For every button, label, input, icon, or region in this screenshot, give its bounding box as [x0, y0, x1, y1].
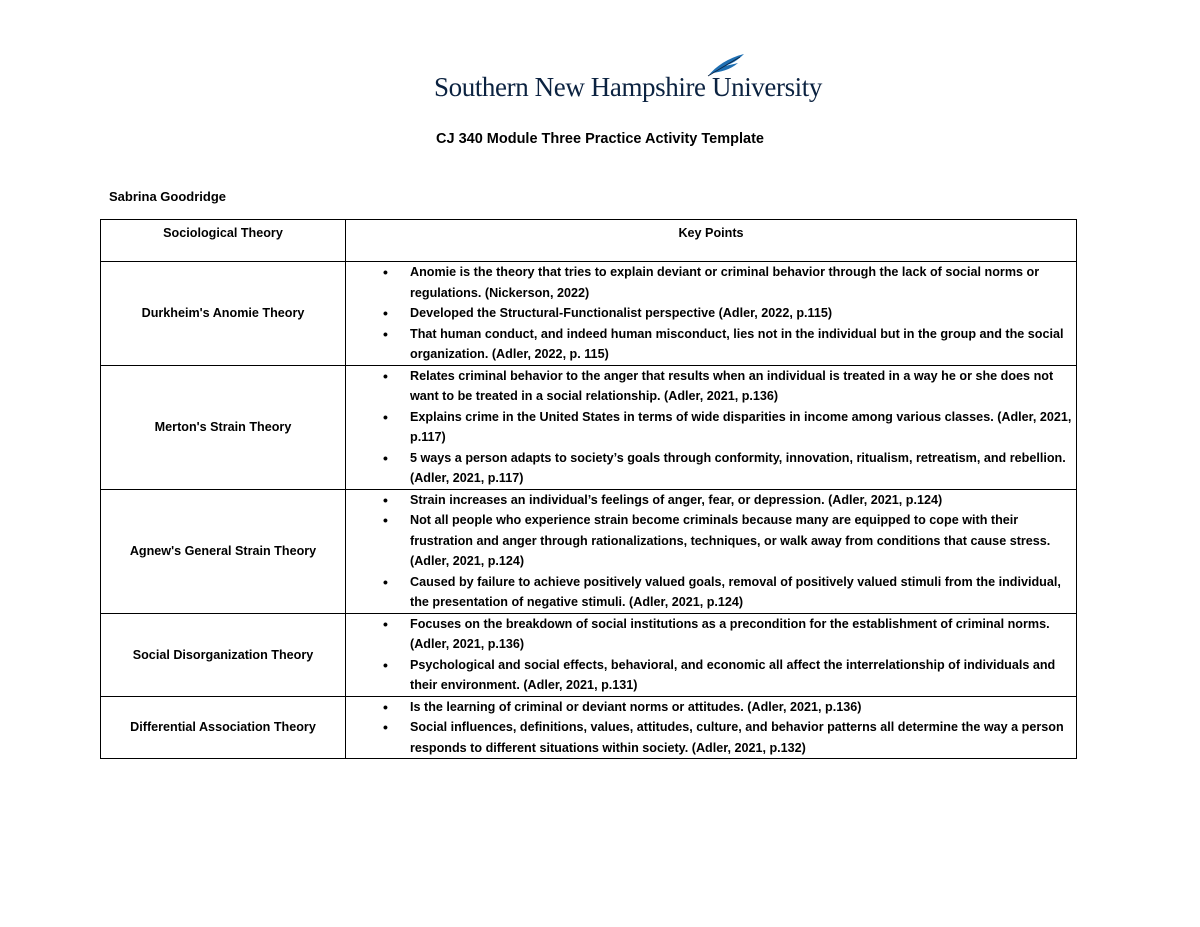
list-item: • Caused by failure to achieve positively valued goals, removal of positively valued stimuli from the individual, the presentation of negative stimuli. (Adler, 2021, p.124) — [346, 572, 1076, 613]
author-name: Sabrina Goodridge — [109, 189, 227, 204]
key-points-cell — [346, 489, 1077, 613]
key-points-cell — [346, 262, 1077, 366]
theory-name: Durkheim's Anomie Theory — [101, 262, 346, 366]
table-header-row — [101, 220, 1077, 262]
table-row — [101, 696, 1077, 759]
list-item: • Strain increases an individual’s feelings of anger, fear, or depression. (Adler, 2021, p.124) — [346, 490, 1076, 511]
table-row — [101, 262, 1077, 366]
list-item: • Focuses on the breakdown of social institutions as a precondition for the establishment of criminal norms. (Adler, 2021, p.136) — [346, 614, 1076, 655]
list-item: • Psychological and social effects, behavioral, and economic all affect the interrelationship of individuals and their environment. (Adler, 2021, p.131) — [346, 655, 1076, 696]
table-row — [101, 489, 1077, 613]
list-item: • Is the learning of criminal or deviant norms or attitudes. (Adler, 2021, p.136) — [346, 697, 1076, 718]
logo-wordmark: Southern New Hampshire University — [434, 72, 822, 102]
theory-name: Agnew's General Strain Theory — [101, 489, 346, 613]
theory-name: Merton's Strain Theory — [101, 365, 346, 489]
column-header-key-points: Key Points — [346, 220, 1077, 262]
table-row — [101, 613, 1077, 696]
list-item: • Not all people who experience strain become criminals because many are equipped to cope with their frustration and anger through rationalizations, techniques, or walk away from conditions that cause stress. (Adler, 2021, p.124) — [346, 510, 1076, 572]
key-points-cell — [346, 696, 1077, 759]
list-item: • Explains crime in the United States in terms of wide disparities in income among various classes. (Adler, 2021, p.117) — [346, 407, 1076, 448]
table-row — [101, 365, 1077, 489]
list-item: • Relates criminal behavior to the anger that results when an individual is treated in a way he or she does not want to be treated in a social relationship. (Adler, 2021, p.136) — [346, 366, 1076, 407]
list-item: • 5 ways a person adapts to society’s goals through conformity, innovation, ritualism, retreatism, and rebellion. (Adler, 2021, p.117) — [346, 448, 1076, 489]
document-title: CJ 340 Module Three Practice Activity Template — [436, 131, 764, 147]
key-points-list — [346, 614, 1076, 696]
university-logo — [434, 52, 822, 104]
list-item: • That human conduct, and indeed human misconduct, lies not in the individual but in the group and the social organization. (Adler, 2022, p. 115) — [346, 324, 1076, 365]
key-points-list — [346, 262, 1076, 365]
key-points-list — [346, 490, 1076, 613]
key-points-cell — [346, 365, 1077, 489]
theory-name: Differential Association Theory — [101, 696, 346, 759]
column-header-theory: Sociological Theory — [101, 220, 346, 262]
key-points-cell — [346, 613, 1077, 696]
list-item: • Developed the Structural-Functionalist perspective (Adler, 2022, p.115) — [346, 303, 1076, 324]
key-points-list — [346, 366, 1076, 489]
theory-name: Social Disorganization Theory — [101, 613, 346, 696]
theories-table — [100, 219, 1077, 759]
key-points-list — [346, 697, 1076, 759]
quill-icon — [706, 52, 746, 78]
list-item: • Social influences, definitions, values, attitudes, culture, and behavior patterns all determine the way a person responds to different situations within society. (Adler, 2021, p.132) — [346, 717, 1076, 758]
list-item: • Anomie is the theory that tries to explain deviant or criminal behavior through the lack of social norms or regulations. (Nickerson, 2022) — [346, 262, 1076, 303]
